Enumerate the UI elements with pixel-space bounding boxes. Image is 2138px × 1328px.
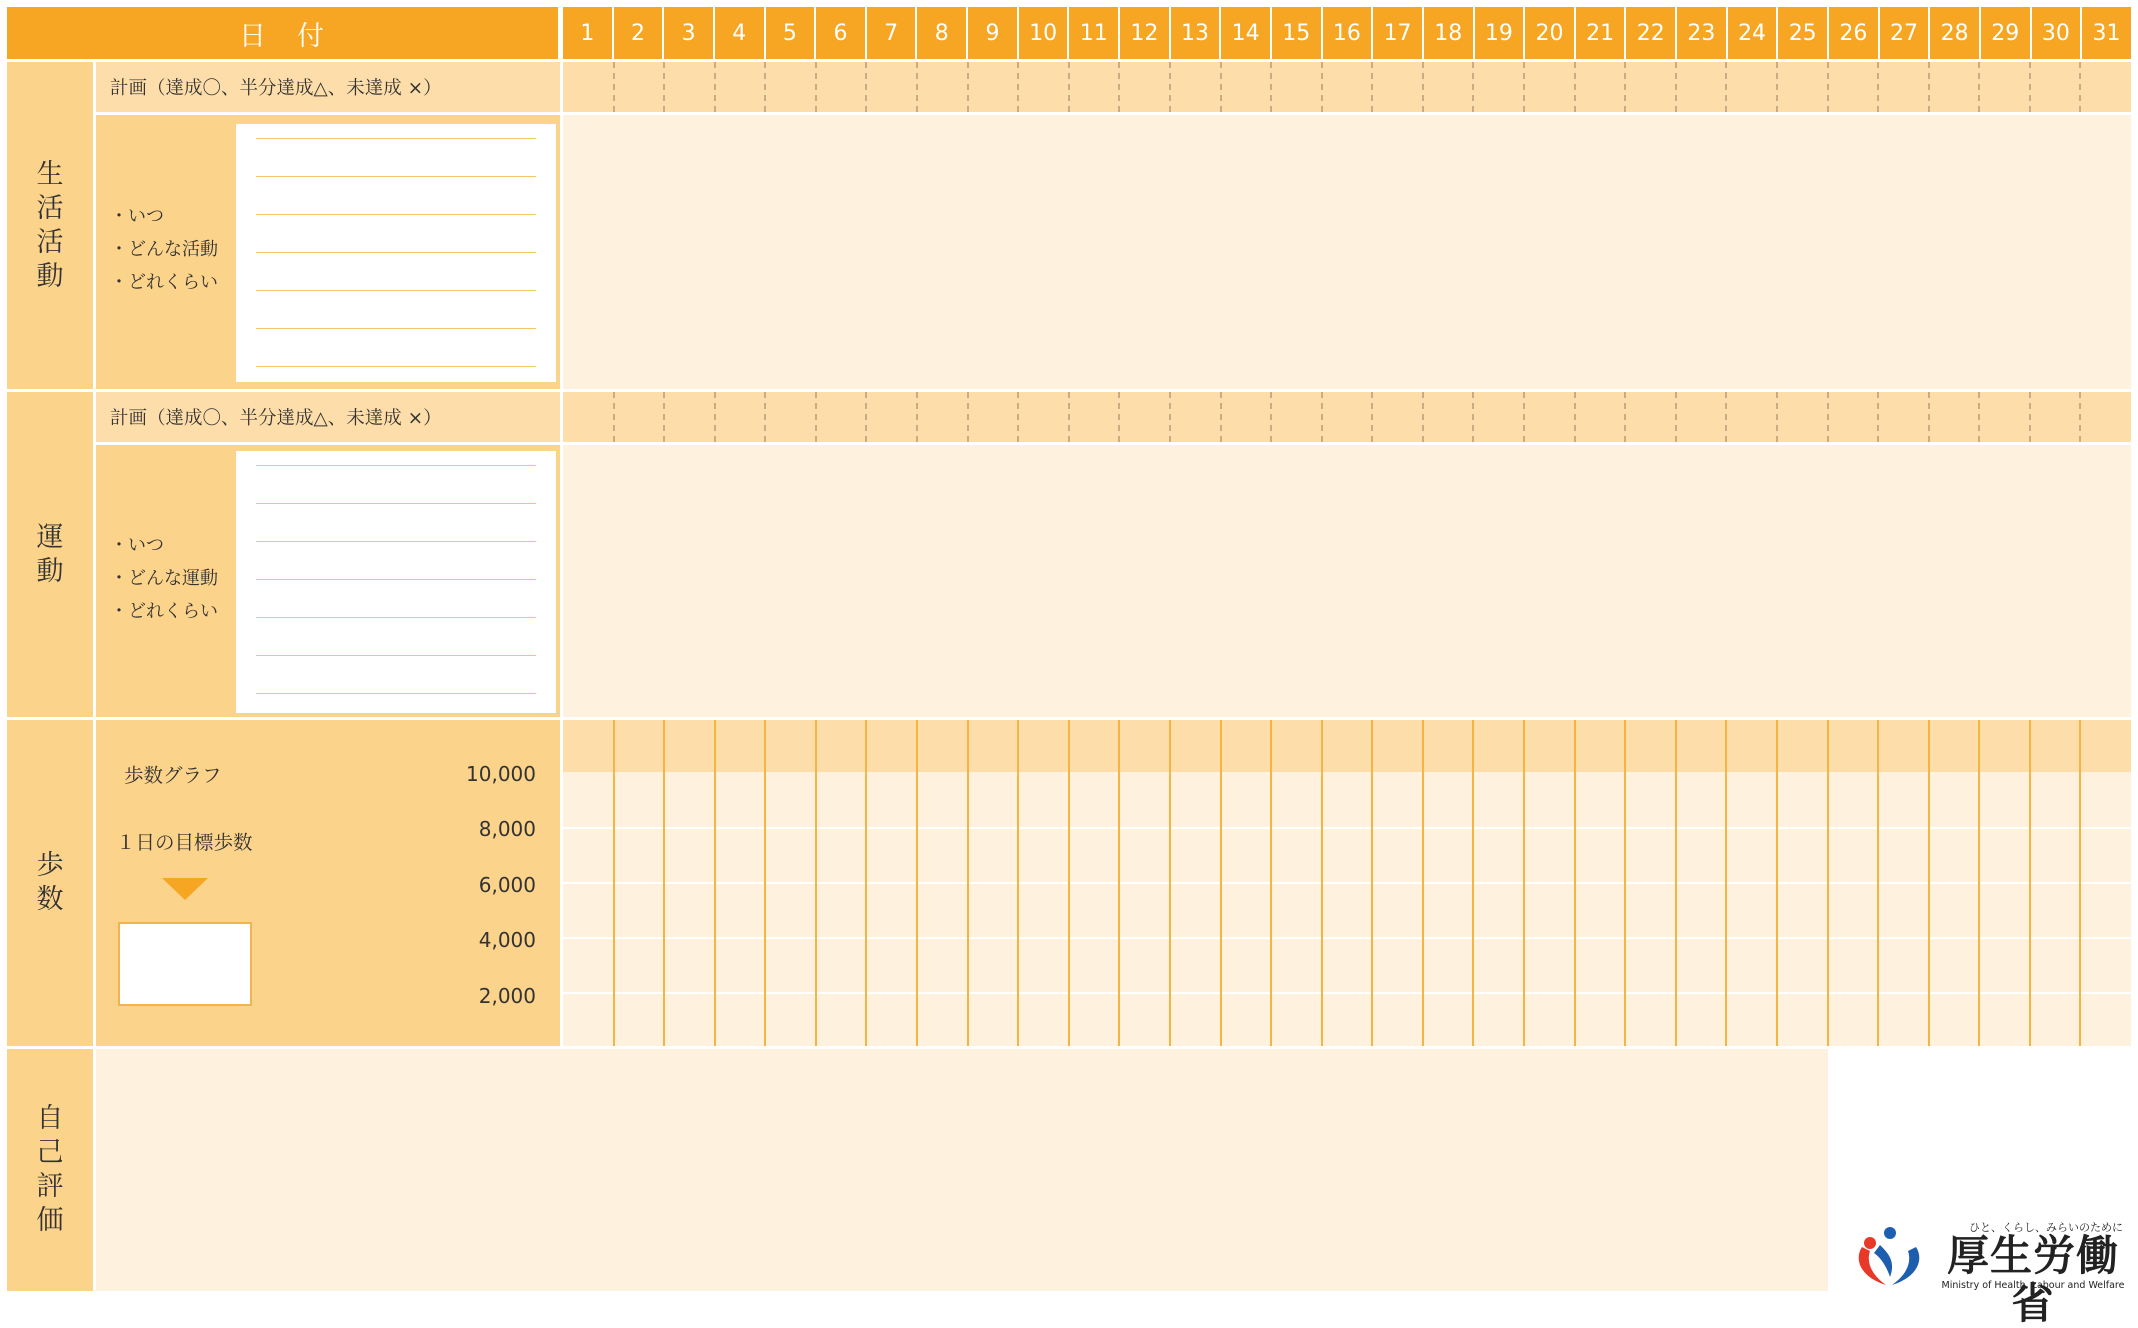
ytick-2000: 2,000 [478,984,536,1008]
plan-cell-divider [1675,62,1677,112]
steps-day-column-line [1068,720,1070,1046]
steps-day-column-line [916,720,918,1046]
day-header-13: 13 [1171,7,1222,59]
plan-cell-divider [1169,392,1171,442]
ruled-line [256,252,536,253]
plan-cell-divider [1624,392,1626,442]
day-header-19: 19 [1475,7,1526,59]
steps-day-column-line [1523,720,1525,1046]
plan-cell-divider [1118,392,1120,442]
day-header-27: 27 [1880,7,1931,59]
date-header-row [563,7,2131,59]
exercise-section-label: 運 動 [7,392,93,717]
plan-cell-divider [1624,62,1626,112]
day-header-2: 2 [614,7,665,59]
plan-cell-divider [1877,392,1879,442]
ytick-10000: 10,000 [466,762,536,786]
plan-cell-divider [1725,392,1727,442]
date-header-label: 日 付 [7,7,558,59]
day-header-21: 21 [1576,7,1627,59]
plan-cell-divider [1220,392,1222,442]
plan-cell-divider [1472,62,1474,112]
day-header-12: 12 [1120,7,1171,59]
plan-cell-divider [1978,392,1980,442]
ruled-line [256,290,536,291]
plan-cell-divider [1776,392,1778,442]
exercise-bullets: ・いつ ・どんな運動 ・どれくらい [110,535,218,622]
plan-cell-divider [2079,392,2081,442]
plan-cell-divider [1827,62,1829,112]
day-header-22: 22 [1626,7,1677,59]
logo-name: 厚生労働省 [1946,1231,2119,1328]
life-notes-area [96,115,560,389]
plan-cell-divider [1422,62,1424,112]
plan-cell-divider [1675,392,1677,442]
plan-cell-divider [714,62,716,112]
steps-day-column-line [865,720,867,1046]
plan-cell-divider [1776,62,1778,112]
plan-cell-divider [1523,62,1525,112]
plan-cell-divider [1068,62,1070,112]
ytick-6000: 6,000 [478,873,536,897]
plan-cell-divider [1371,62,1373,112]
plan-cell-divider [1422,392,1424,442]
steps-day-column-line [1574,720,1576,1046]
day-header-17: 17 [1373,7,1424,59]
steps-day-column-line [1270,720,1272,1046]
steps-day-column-line [1725,720,1727,1046]
steps-top-band [563,720,2131,772]
plan-cell-divider [815,392,817,442]
day-header-18: 18 [1424,7,1475,59]
logo-tagline: ひと、くらし、みらいのために [1969,1221,2123,1234]
plan-cell-divider [1523,392,1525,442]
exercise-notes-area [96,445,560,717]
ruled-line [256,541,536,542]
steps-day-column-line [1978,720,1980,1046]
day-header-26: 26 [1829,7,1880,59]
life-plan-cells[interactable] [563,62,2131,112]
ruled-line [256,465,536,466]
steps-day-column-line [764,720,766,1046]
day-header-14: 14 [1221,7,1272,59]
plan-cell-divider [1068,392,1070,442]
plan-cell-divider [967,392,969,442]
plan-cell-divider [663,392,665,442]
plan-cell-divider [1371,392,1373,442]
day-header-6: 6 [816,7,867,59]
steps-day-column-line [1422,720,1424,1046]
day-header-8: 8 [917,7,968,59]
plan-cell-divider [1928,62,1930,112]
steps-day-column-line [967,720,969,1046]
mhlw-emblem-icon [1852,1225,1926,1287]
plan-cell-divider [967,62,969,112]
exercise-plan-cells[interactable] [563,392,2131,442]
plan-cell-divider [764,392,766,442]
life-bullets: ・いつ ・どんな活動 ・どれくらい [110,206,218,293]
plan-cell-divider [2029,392,2031,442]
steps-day-column-line [1472,720,1474,1046]
ytick-8000: 8,000 [478,817,536,841]
plan-cell-divider [1169,62,1171,112]
plan-cell-divider [1978,62,1980,112]
ruled-line [256,693,536,694]
plan-cell-divider [1574,392,1576,442]
gridline-2000 [563,992,2131,994]
plan-cell-divider [663,62,665,112]
steps-day-column-line [1624,720,1626,1046]
plan-cell-divider [1877,62,1879,112]
gridline-4000 [563,937,2131,939]
plan-cell-divider [613,62,615,112]
ruled-line [256,579,536,580]
ruled-line [256,328,536,329]
gridline-8000 [563,827,2131,829]
steps-graph-body [563,772,2131,1046]
day-header-20: 20 [1525,7,1576,59]
ruled-line [256,214,536,215]
exercise-record-area[interactable] [563,445,2131,717]
steps-day-column-line [1928,720,1930,1046]
steps-panel [96,720,560,1046]
ytick-4000: 4,000 [478,928,536,952]
plan-cell-divider [1270,392,1272,442]
plan-cell-divider [1017,392,1019,442]
steps-day-column-line [1371,720,1373,1046]
steps-day-column-line [2079,720,2081,1046]
plan-cell-divider [2029,62,2031,112]
target-steps-label: １日の目標歩数 [116,831,253,854]
plan-cell-divider [1270,62,1272,112]
steps-graph-label: 歩数グラフ [124,764,222,787]
down-triangle-icon [162,878,208,900]
ruled-line [256,176,536,177]
plan-cell-divider [1827,392,1829,442]
day-header-28: 28 [1930,7,1981,59]
day-header-7: 7 [867,7,918,59]
day-header-30: 30 [2032,7,2083,59]
day-header-29: 29 [1981,7,2032,59]
logo-subtitle: Ministry of Health, Labour and Welfare [1941,1280,2125,1291]
plan-cell-divider [916,392,918,442]
self-eval-section-label: 自 己 評 価 [7,1049,93,1291]
plan-cell-divider [764,62,766,112]
life-activity-section-label: 生 活 活 動 [7,62,93,389]
day-header-25: 25 [1778,7,1829,59]
day-header-31: 31 [2082,7,2131,59]
day-header-24: 24 [1728,7,1779,59]
steps-day-column-line [1877,720,1879,1046]
plan-cell-divider [916,62,918,112]
plan-cell-divider [1472,392,1474,442]
day-header-9: 9 [968,7,1019,59]
plan-cell-divider [1574,62,1576,112]
day-header-11: 11 [1069,7,1120,59]
plan-cell-divider [1928,392,1930,442]
plan-cell-divider [865,392,867,442]
plan-cell-divider [815,62,817,112]
plan-cell-divider [2079,62,2081,112]
steps-day-column-line [1017,720,1019,1046]
plan-cell-divider [1725,62,1727,112]
ruled-line [256,655,536,656]
plan-cell-divider [865,62,867,112]
day-header-15: 15 [1272,7,1323,59]
exercise-notes-box[interactable] [236,451,556,713]
steps-day-column-line [1118,720,1120,1046]
life-notes-box[interactable] [236,124,556,382]
steps-section-label: 歩 数 [7,720,93,1046]
plan-cell-divider [1321,392,1323,442]
ruled-line [256,503,536,504]
steps-day-column-line [1321,720,1323,1046]
steps-graph-grid[interactable] [563,720,2131,1046]
plan-cell-divider [1220,62,1222,112]
steps-day-column-line [815,720,817,1046]
steps-day-column-line [1776,720,1778,1046]
steps-day-column-line [663,720,665,1046]
self-eval-area[interactable] [96,1049,1828,1291]
steps-day-column-line [2029,720,2031,1046]
life-plan-label: 計画（達成〇、半分達成△、未達成 ×） [96,62,560,112]
day-header-1: 1 [563,7,614,59]
steps-day-column-line [1827,720,1829,1046]
ruled-line [256,617,536,618]
steps-day-column-line [1220,720,1222,1046]
day-header-23: 23 [1677,7,1728,59]
plan-cell-divider [714,392,716,442]
steps-day-column-line [1169,720,1171,1046]
ruled-line [256,138,536,139]
day-header-10: 10 [1019,7,1070,59]
day-header-5: 5 [766,7,817,59]
day-header-16: 16 [1323,7,1374,59]
ruled-line [256,366,536,367]
plan-cell-divider [1118,62,1120,112]
steps-day-column-line [714,720,716,1046]
target-steps-input[interactable] [118,922,252,1006]
plan-cell-divider [1017,62,1019,112]
plan-cell-divider [1321,62,1323,112]
gridline-6000 [563,882,2131,884]
plan-cell-divider [613,392,615,442]
day-header-3: 3 [664,7,715,59]
life-record-area[interactable] [563,115,2131,389]
steps-day-column-line [1675,720,1677,1046]
steps-day-column-line [613,720,615,1046]
day-header-4: 4 [715,7,766,59]
exercise-plan-label: 計画（達成〇、半分達成△、未達成 ×） [96,392,560,442]
